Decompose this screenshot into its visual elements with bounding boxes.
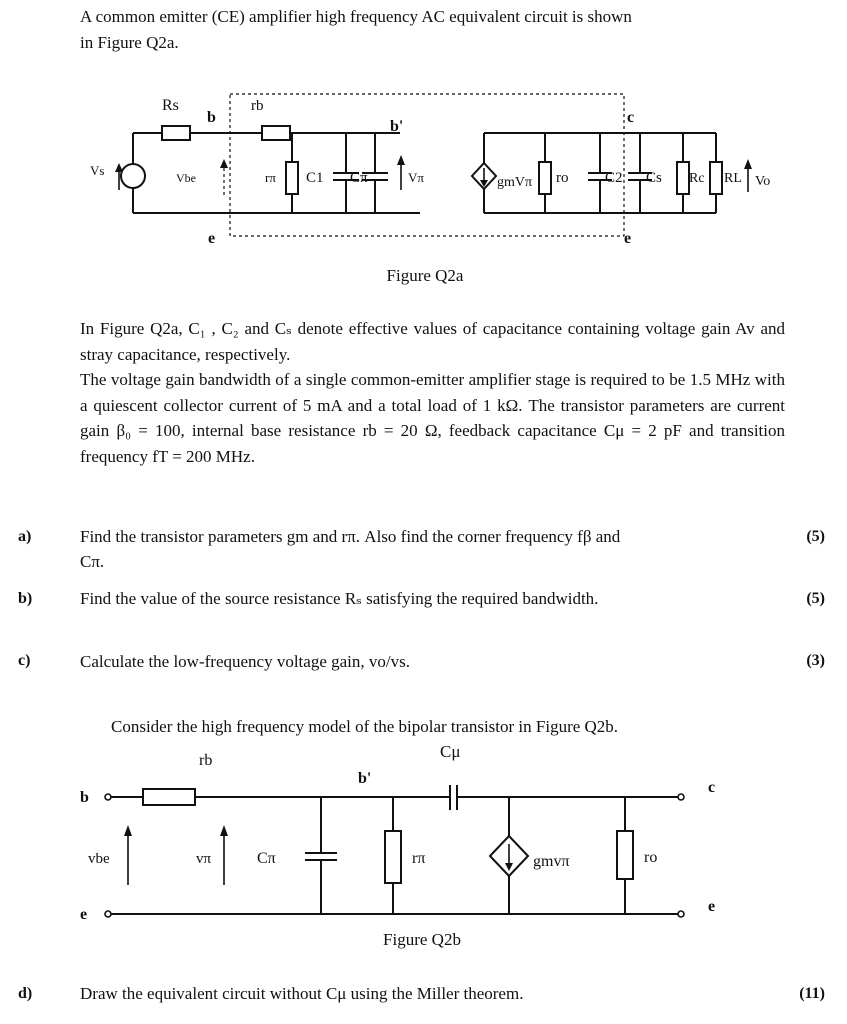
label-node-bprime-q2b: b' [358,770,372,787]
label-rc: Rc [689,171,705,186]
intro-line-1: A common emitter (CE) amplifier high frequency AC equivalent circuit is shown [80,7,632,26]
label-node-e-left: e [208,230,216,247]
resistor-rpi [385,831,401,883]
label-terminal-b: b [80,789,89,806]
question-b-text: Find the value of the source resistance Rₛ satisfying the required bandwidth. [80,589,599,608]
question-a-marks: (5) [806,528,825,545]
question-a-label: a) [18,528,32,545]
figure-q2b-caption: Figure Q2b [383,930,461,949]
label-rl: RL [724,171,742,186]
label-node-e-right: e [624,230,632,247]
resistor-rb [143,789,195,805]
label-vbe: Vbe [176,171,196,185]
question-b-marks: (5) [806,590,825,607]
label-cmu: Cμ [440,742,461,761]
label-vpi-q2b: vπ [196,851,212,867]
figure-q2a-caption: Figure Q2a [386,266,464,285]
label-node-c: c [627,109,635,126]
label-gm-q2b: gmvπ [533,853,570,870]
label-vs: Vs [90,163,105,178]
question-d-marks: (11) [799,985,825,1002]
question-c-text: Calculate the low-frequency voltage gain, vo/vs. [80,652,410,671]
label-c2: C2 [605,170,623,186]
terminal-e-right [678,911,684,917]
question-c-label: c) [18,652,31,669]
question-a-text-line-2: Cπ. [80,552,105,571]
label-node-b: b [207,109,216,126]
label-cpi: Cπ [350,170,368,186]
description-paragraph-2: The voltage gain bandwidth of a single common-emitter amplifier stage is required to be 1.5 MHz with a quiescent collector current of 5 mA and a total load of 1 kΩ. The transistor parameters are current gain β₀ = 100, internal base resistance rb = 20 Ω, feedback capacitance Cμ = 2 pF and transition frequency fT = 200 MHz. [80,370,785,466]
description-paragraph-1: In Figure Q2a, C₁ , C₂ and Cₛ denote effective values of capacitance containing voltage gain Av and stray capacitance, respectively. [80,319,785,364]
intro-line-2: in Figure Q2a. [80,33,179,52]
resistor-ro [617,831,633,879]
label-cpi-q2b: Cπ [257,850,276,867]
label-node-bprime: b' [390,118,404,135]
label-vo: Vo [755,174,771,189]
label-rpi-q2b: rπ [412,850,426,867]
label-rb-q2b: rb [199,752,213,769]
question-a-text-line-1: Find the transistor parameters gm and rπ. Also find the corner frequency fβ and [80,527,621,546]
question-b-label: b) [18,590,33,607]
label-vpi: Vπ [408,170,424,185]
label-gm: gmVπ [497,175,533,190]
terminal-b [105,794,111,800]
label-ro-q2b: ro [644,849,658,866]
label-c1: C1 [306,170,324,186]
label-vbe-q2b: vbe [88,851,110,867]
question-d-label: d) [18,985,33,1002]
figure-q2b-intro: Consider the high frequency model of the bipolar transistor in Figure Q2b. [111,717,619,736]
label-ro: ro [556,170,569,186]
question-d-text: Draw the equivalent circuit without Cμ using the Miller theorem. [80,984,524,1003]
question-c-marks: (3) [806,652,825,669]
terminal-e-left [105,911,111,917]
label-rb: rb [251,98,264,114]
label-rpi: rπ [265,170,276,185]
label-terminal-c: c [708,779,716,796]
label-cs: Cs [646,170,662,186]
label-terminal-e-right: e [708,898,716,915]
label-terminal-e-left: e [80,906,88,923]
label-rs: Rs [162,97,179,114]
terminal-c [678,794,684,800]
